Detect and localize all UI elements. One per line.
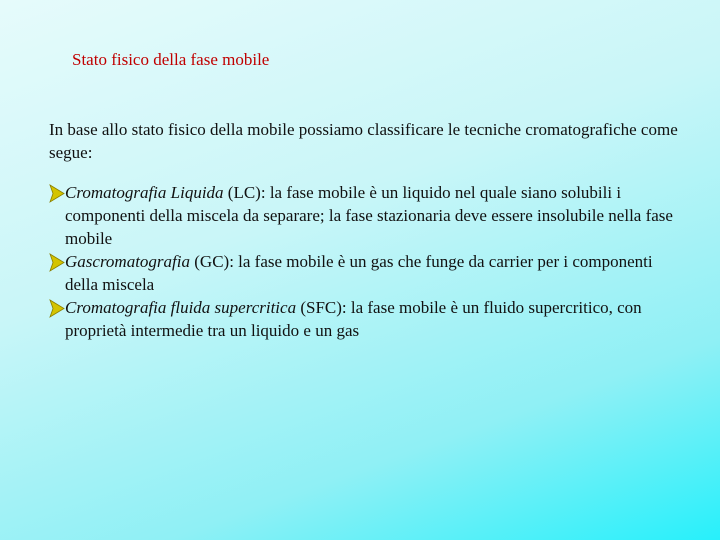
bullet-text: (LC): la fase mobile è un liquido nel quale siano solubili i componenti della miscela da separare; la fase stazionaria deve essere insolubile nella fase mobile bbox=[65, 183, 673, 248]
slide-title: Stato fisico della fase mobile bbox=[72, 50, 270, 69]
list-item bbox=[49, 181, 689, 250]
arrow-bullet-icon bbox=[49, 299, 65, 318]
bullet-term: Cromatografia fluida supercritica bbox=[65, 298, 297, 317]
bullet-list bbox=[49, 181, 689, 342]
arrow-bullet-icon bbox=[49, 184, 65, 203]
list-item bbox=[49, 296, 689, 342]
intro-text: In base allo stato fisico della mobile possiamo classificare le tecniche cromatografiche come segue: bbox=[49, 120, 678, 162]
list-item bbox=[49, 250, 689, 296]
bullet-term: Cromatografia Liquida bbox=[65, 183, 224, 202]
bullet-text: (GC): la fase mobile è un gas che funge da carrier per i componenti della miscela bbox=[65, 252, 653, 294]
bullet-text: (SFC): la fase mobile è un fluido supercritico, con proprietà intermedie tra un liquido e un gas bbox=[65, 298, 642, 340]
arrow-bullet-icon bbox=[49, 253, 65, 272]
bullet-term: Gascromatografia bbox=[65, 252, 190, 271]
